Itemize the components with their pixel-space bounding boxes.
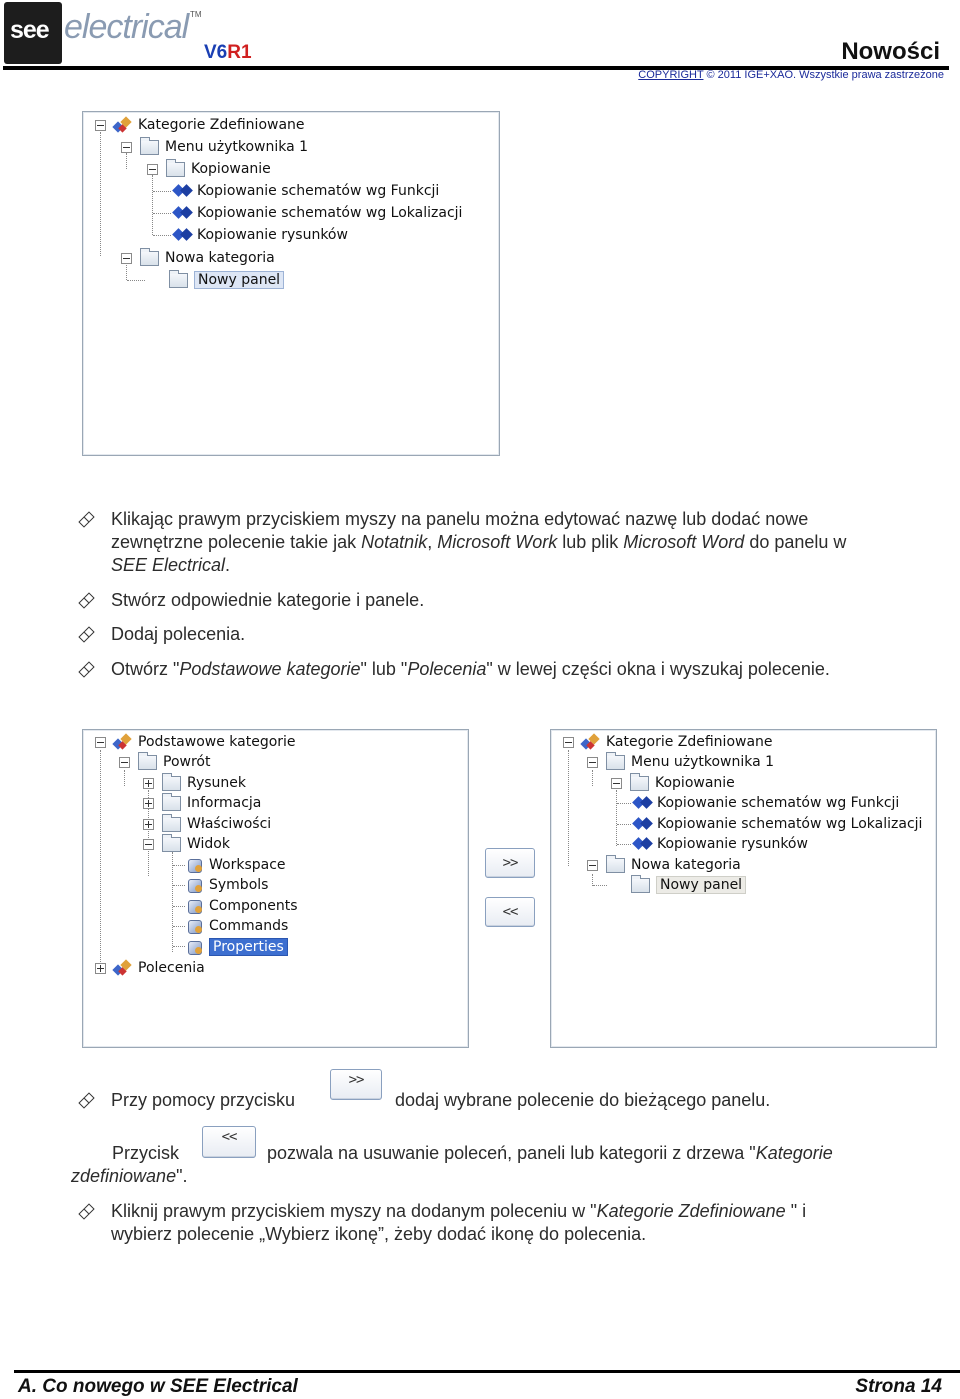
folder-icon xyxy=(169,273,188,288)
paragraph-open xyxy=(111,658,830,681)
text-italic: zdefiniowane xyxy=(71,1166,177,1186)
copyright xyxy=(638,69,944,81)
tree-label: Nowa kategoria xyxy=(631,857,741,873)
paragraph-dodaj: dodaj wybrane polecenie do bieżącego panelu. xyxy=(395,1090,771,1110)
version-v6: V6 xyxy=(204,42,228,63)
tree-node-cmd1[interactable] xyxy=(173,180,439,202)
copyright-link[interactable]: COPYRIGHT xyxy=(638,69,704,81)
inline-add-button[interactable]: >> xyxy=(330,1069,382,1100)
text: " w lewej części okna i wyszukaj polecenie. xyxy=(486,659,830,679)
tree-label: Podstawowe kategorie xyxy=(138,734,296,750)
add-command-button[interactable]: >> xyxy=(485,848,535,878)
logo-word: electrical xyxy=(64,8,189,46)
tree-node-rysunek[interactable] xyxy=(143,772,246,794)
paragraph-zdefiniowane xyxy=(71,1165,187,1188)
tree-node-nowa-kategoria[interactable] xyxy=(587,854,741,876)
folder-icon xyxy=(162,837,181,852)
tree-node-root[interactable] xyxy=(563,731,773,753)
tree-label: Menu użytkownika 1 xyxy=(631,754,775,770)
commands-icon xyxy=(187,918,203,934)
tree-panel-defined-categories[interactable] xyxy=(82,111,500,456)
folder-icon xyxy=(166,162,185,177)
tree-node-wlasciwosci[interactable] xyxy=(143,813,271,835)
tree-label: Właściwości xyxy=(187,816,272,832)
text-italic: Kategorie Zdefiniowane xyxy=(596,1201,786,1221)
category-icon xyxy=(114,117,132,133)
text: pozwala na usuwanie poleceń, paneli lub kategorii z drzewa " xyxy=(267,1143,756,1163)
expand-icon[interactable] xyxy=(143,778,154,789)
logo-mark xyxy=(4,2,62,64)
text: Kliknij prawym przyciskiem myszy na dodanym poleceniu w " xyxy=(111,1201,597,1221)
category-icon xyxy=(114,960,132,976)
version-r1: R1 xyxy=(227,42,252,63)
symbols-icon xyxy=(187,877,203,893)
bullet-icon xyxy=(80,628,96,644)
collapse-icon[interactable] xyxy=(611,778,622,789)
tree-node-properties[interactable] xyxy=(187,936,288,958)
text-italic: SEE Electrical xyxy=(111,555,226,575)
text: zewnętrzne polecenie takie jak xyxy=(111,532,362,552)
tree-label: Powrót xyxy=(163,754,211,770)
folder-icon xyxy=(606,755,625,770)
command-icon xyxy=(173,205,191,221)
paragraph-przycisk: Przycisk xyxy=(112,1143,179,1163)
tree-node-root[interactable] xyxy=(95,731,296,753)
tree-node-powrot[interactable] xyxy=(119,751,210,773)
tree-node-cmd3[interactable] xyxy=(633,833,808,855)
logo-text: see xyxy=(10,16,49,44)
text-italic: Podstawowe kategorie xyxy=(179,659,361,679)
folder-icon xyxy=(140,140,159,155)
collapse-icon[interactable] xyxy=(121,142,132,153)
tree-node-components[interactable] xyxy=(187,895,298,917)
tree-node-cmd1[interactable] xyxy=(633,792,899,814)
tree-node-root[interactable] xyxy=(95,114,305,136)
paragraph-add: Dodaj polecenia. xyxy=(111,624,246,644)
tree-node-nowa-kategoria[interactable] xyxy=(121,247,275,269)
tree-label: Kopiowanie schematów wg Lokalizacji xyxy=(197,205,463,221)
folder-icon xyxy=(631,878,650,893)
category-icon xyxy=(114,734,132,750)
text: . xyxy=(225,555,231,575)
tree-node-informacja[interactable] xyxy=(143,792,261,814)
text: ". xyxy=(176,1166,188,1186)
folder-icon xyxy=(140,251,159,266)
tree-label: Kopiowanie rysunków xyxy=(197,227,348,243)
command-icon xyxy=(633,836,651,852)
bullet-icon xyxy=(80,513,96,529)
collapse-icon[interactable] xyxy=(95,737,106,748)
tree-node-symbols[interactable] xyxy=(187,874,268,896)
footer-page-number: Strona 14 xyxy=(855,1376,942,1397)
tree-label: Kopiowanie xyxy=(655,775,735,791)
tree-label: Kopiowanie xyxy=(191,161,271,177)
folder-icon xyxy=(606,858,625,873)
logo-tm: TM xyxy=(190,10,202,19)
category-icon xyxy=(582,734,600,750)
tree-panel-defined-categories-right[interactable] xyxy=(550,729,937,1048)
tree-label: Kategorie Zdefiniowane xyxy=(606,734,773,750)
text: do panelu w xyxy=(744,532,847,552)
paragraph-kliknij xyxy=(111,1200,941,1246)
bullet-icon xyxy=(80,594,96,610)
paragraph-edit-panel xyxy=(111,508,941,577)
tree-label: Kopiowanie rysunków xyxy=(657,836,808,852)
paragraph-przy: Przy pomocy przycisku xyxy=(111,1090,296,1110)
folder-icon xyxy=(162,796,181,811)
collapse-icon[interactable] xyxy=(143,839,154,850)
tree-label: Rysunek xyxy=(187,775,247,791)
tree-label: Symbols xyxy=(209,877,269,893)
tree-node-cmd2[interactable] xyxy=(173,202,462,224)
expand-icon[interactable] xyxy=(95,963,106,974)
collapse-icon[interactable] xyxy=(119,757,130,768)
tree-label: Commands xyxy=(209,918,289,934)
tree-panel-basic-categories[interactable] xyxy=(82,729,469,1048)
tree-label: Menu użytkownika 1 xyxy=(165,139,309,155)
tree-label: Kopiowanie schematów wg Lokalizacji xyxy=(657,816,923,832)
collapse-icon[interactable] xyxy=(563,737,574,748)
tree-node-cmd2[interactable] xyxy=(633,813,922,835)
tree-node-widok[interactable] xyxy=(143,833,230,855)
text: " i xyxy=(785,1201,807,1221)
tree-label: Informacja xyxy=(187,795,262,811)
tree-node-cmd3[interactable] xyxy=(173,224,348,246)
tree-label: Workspace xyxy=(209,857,286,873)
collapse-icon[interactable] xyxy=(587,860,598,871)
tree-node-nowy-panel[interactable] xyxy=(147,269,284,291)
footer-section-title: A. Co nowego w SEE Electrical xyxy=(18,1376,298,1397)
tree-node-workspace[interactable] xyxy=(187,854,286,876)
workspace-icon xyxy=(187,857,203,873)
see-electrical-logo xyxy=(4,2,200,64)
collapse-icon[interactable] xyxy=(121,253,132,264)
tree-label: Kopiowanie schematów wg Funkcji xyxy=(197,183,440,199)
tree-label: Nowa kategoria xyxy=(165,250,275,266)
bullet-icon xyxy=(80,1094,96,1110)
expand-icon[interactable] xyxy=(143,798,154,809)
text: Klikając prawym przyciskiem myszy na panelu można edytować nazwę lub dodać nowe xyxy=(111,509,809,529)
remove-command-button[interactable]: << xyxy=(485,897,535,927)
tree-node-polecenia[interactable] xyxy=(95,957,205,979)
tree-label: Components xyxy=(209,898,298,914)
text: Otwórz " xyxy=(111,659,180,679)
inline-remove-button[interactable]: << xyxy=(202,1126,256,1158)
collapse-icon[interactable] xyxy=(95,120,106,131)
text-italic: Kategorie xyxy=(755,1143,833,1163)
bullet-icon xyxy=(80,1205,96,1221)
text-italic: Microsoft Word xyxy=(623,532,745,552)
text: lub plik xyxy=(557,532,624,552)
tree-node-nowy-panel[interactable] xyxy=(611,874,746,896)
bullet-icon xyxy=(80,663,96,679)
text: wybierz polecenie „Wybierz ikonę”, żeby dodać ikonę do polecenia. xyxy=(111,1224,647,1244)
tree-label-selected: Properties xyxy=(209,938,288,956)
text-italic: Notatnik xyxy=(361,532,428,552)
tree-label: Kopiowanie schematów wg Funkcji xyxy=(657,795,900,811)
properties-icon xyxy=(187,939,203,955)
command-icon xyxy=(633,816,651,832)
paragraph-create: Stwórz odpowiednie kategorie i panele. xyxy=(111,590,425,610)
folder-icon xyxy=(138,755,157,770)
tree-node-menu[interactable] xyxy=(587,751,774,773)
text-italic: Microsoft Work xyxy=(437,532,558,552)
tree-node-kopiowanie[interactable] xyxy=(147,158,271,180)
folder-icon xyxy=(162,817,181,832)
command-icon xyxy=(633,795,651,811)
copyright-text: © 2011 IGE+XAO. Wszystkie prawa zastrzeżone xyxy=(703,69,944,81)
collapse-icon[interactable] xyxy=(587,757,598,768)
tree-node-kopiowanie[interactable] xyxy=(611,772,735,794)
command-icon xyxy=(173,183,191,199)
page-title: Nowości xyxy=(841,38,940,65)
folder-icon xyxy=(162,776,181,791)
version-label xyxy=(204,42,252,64)
expand-icon[interactable] xyxy=(143,819,154,830)
tree-label: Polecenia xyxy=(138,960,205,976)
tree-node-menu[interactable] xyxy=(121,136,308,158)
components-icon xyxy=(187,898,203,914)
paragraph-pozwala xyxy=(267,1142,833,1165)
command-icon xyxy=(173,227,191,243)
footer-rule xyxy=(14,1370,960,1373)
tree-label-selected: Nowy panel xyxy=(656,876,746,894)
tree-node-commands[interactable] xyxy=(187,915,288,937)
text: " lub " xyxy=(360,659,408,679)
folder-icon xyxy=(630,776,649,791)
tree-label: Widok xyxy=(187,836,230,852)
tree-label-selected: Nowy panel xyxy=(194,271,284,289)
text: , xyxy=(427,532,438,552)
text-italic: Polecenia xyxy=(407,659,487,679)
tree-label: Kategorie Zdefiniowane xyxy=(138,117,305,133)
collapse-icon[interactable] xyxy=(147,164,158,175)
